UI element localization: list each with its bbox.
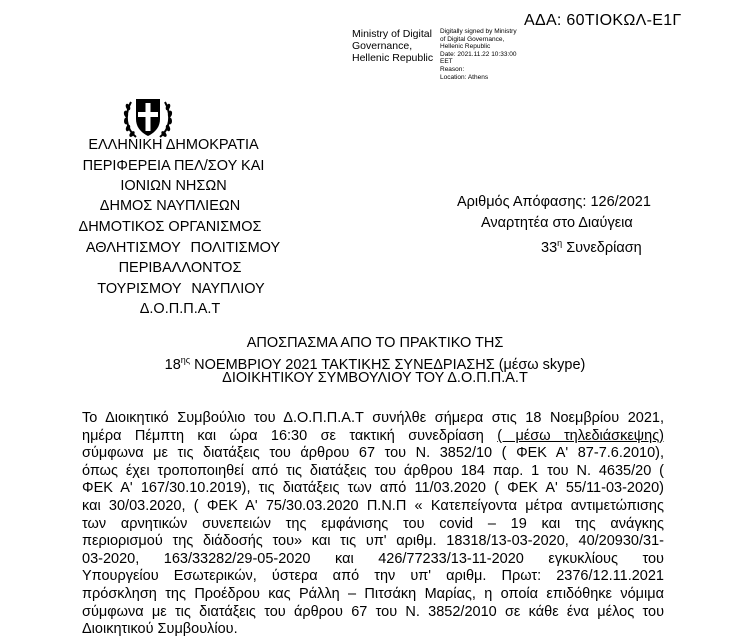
session-num: 33 xyxy=(541,239,558,256)
posting-note: Αναρτητέα στο Διαύγεια xyxy=(481,215,633,231)
decision-number-value: 126/2021 xyxy=(590,194,651,210)
header-line: ΑΘΛΗΤΙΣΜΟΥ ΠΟΛΙΤΙΣΜΟΥ xyxy=(85,240,281,256)
greek-coat-of-arms-icon xyxy=(122,93,174,141)
signature-detail-line: Date: 2021.11.22 10:33:00 xyxy=(440,50,517,58)
header-line: ΤΟΥΡΙΣΜΟΥ ΝΑΥΠΛΙΟΥ xyxy=(97,281,265,297)
body-line xyxy=(82,428,664,446)
decision-number xyxy=(457,193,651,213)
body-line: σύμφωνα με τις διατάξεις του άρθρου 67 του Ν. 3852/10 ( ΦΕΚ Α' 87-7.6.2010), xyxy=(82,445,664,462)
header-line: ΠΕΡΙΒΑΛΛΟΝΤΟΣ xyxy=(118,260,242,276)
body-line: πρόσκληση της Προέδρου κας Ράλλη – Πιτσάκη Μαρίας, η οποία επιδόθηκε νόμιμα xyxy=(82,585,664,602)
body-line: περιορισμού της διάδοσής του» και τις υπ' αριθμ. 18318/13-03-2020, 40/20930/31- xyxy=(82,533,664,550)
signature-org-line: Governance, xyxy=(352,40,413,52)
signature-detail-line: Reason: xyxy=(440,65,465,73)
body-paragraph xyxy=(82,410,664,639)
header-line: ΔΗΜΟΣ ΝΑΥΠΛΙΕΩΝ xyxy=(99,198,241,214)
signature-detail-line: of Digital Governance, xyxy=(440,35,505,43)
signature-detail-line: EET xyxy=(440,58,453,66)
extract-title-line1: ΑΠΟΣΠΑΣΜΑ ΑΠΟ ΤΟ ΠΡΑΚΤΙΚΟ ΤΗΣ xyxy=(246,335,504,351)
session-label: Συνεδρίαση xyxy=(566,239,642,256)
body-text: ημέρα Πέμπτη και ώρα 16:30 σε τακτική συνεδρίαση xyxy=(82,427,484,444)
extract-title-line3: ΔΙΟΙΚΗΤΙΚΟΥ ΣΥΜΒΟΥΛΙΟΥ ΤΟΥ Δ.Ο.Π.Π.Α.Τ xyxy=(222,370,528,386)
body-line: και 30/03.2020, ( ΦΕΚ Α' 75/30.03.2020 Π.Ν.Π « Κατεπείγοντα μέτρα αντιμετώπισης xyxy=(82,497,664,514)
body-line: Το Διοικητικό Συμβούλιο του Δ.Ο.Π.Π.Α.Τ συνήλθε σήμερα στις 18 Νοεμβρίου 2021, xyxy=(82,410,664,426)
body-line: Υπουργείου Εσωτερικών, ύστερα από την υπ' αριθμ. Πρωτ: 2376/12.11.2021 xyxy=(82,568,664,585)
ada-code: ΑΔΑ: 60ΤΙΟΚΩΛ-Ε1Γ xyxy=(524,12,682,29)
header-line: ΠΕΡΙΦΕΡΕΙΑ ΠΕΛ/ΣΟΥ ΚΑΙ xyxy=(82,158,265,174)
header-line: ΕΛΛΗΝΙΚΗ ΔΗΜΟΚΡΑΤΙΑ xyxy=(88,137,259,153)
body-line: 03-2020, 163/33282/29-05-2020 και 426/77233/13-11-2020 εγκυκλίους του xyxy=(82,550,664,567)
header-line: Δ.Ο.Π.Π.Α.Τ xyxy=(139,301,221,317)
signature-detail-line: Hellenic Republic xyxy=(440,43,491,51)
title-day-sup: ης xyxy=(180,355,191,365)
body-line: Διοικητικού Συμβουλίου. xyxy=(82,621,238,638)
body-line: ΦΕΚ Α' 167/30.10.2019), τις διατάξεις των από 11/03.2020 ( ΦΕΚ Α' 55/11-03-2020) xyxy=(82,480,664,497)
session-number xyxy=(541,234,642,258)
decision-number-label: Αριθμός Απόφασης: xyxy=(457,194,587,210)
body-line: των αρνητικών συνεπειών της εμφάνισης του covid – 19 και της ανάγκης xyxy=(82,515,664,532)
session-sup: η xyxy=(557,238,563,248)
signature-detail-line: Digitally signed by Ministry xyxy=(440,28,517,35)
signature-org-line: Hellenic Republic xyxy=(352,52,434,64)
body-line: όπως έχει τροποποιηθεί από τις διατάξεις του άρθρου 184 παρ. 1 του Ν. 4635/20 ( xyxy=(82,462,664,479)
title-day: 18 xyxy=(164,356,181,373)
body-line: σύμφωνα με τις διατάξεις του άρθρου 67 του Ν. 3852/2010 σε κάθε ένα μέλος του xyxy=(82,603,664,620)
signature-details xyxy=(440,28,517,81)
signature-detail-line: Location: Athens xyxy=(440,73,489,81)
underlined-text: ( μέσω τηλεδιάσκεψης) xyxy=(497,427,665,444)
header-line: ΔΗΜΟΤΙΚΟΣ ΟΡΓΑΝΙΣΜΟΣ xyxy=(78,219,262,235)
title-meeting: ΝΟΕΜΒΡΙΟΥ 2021 ΤΑΚΤΙΚΗΣ ΣΥΝΕΔΡΙΑΣΗΣ (μέσω skype) xyxy=(194,356,586,373)
signature-org-line: Ministry of Digital xyxy=(352,28,432,40)
header-line: ΙΟΝΙΩΝ ΝΗΣΩΝ xyxy=(120,178,227,194)
signature-organization xyxy=(352,28,433,64)
